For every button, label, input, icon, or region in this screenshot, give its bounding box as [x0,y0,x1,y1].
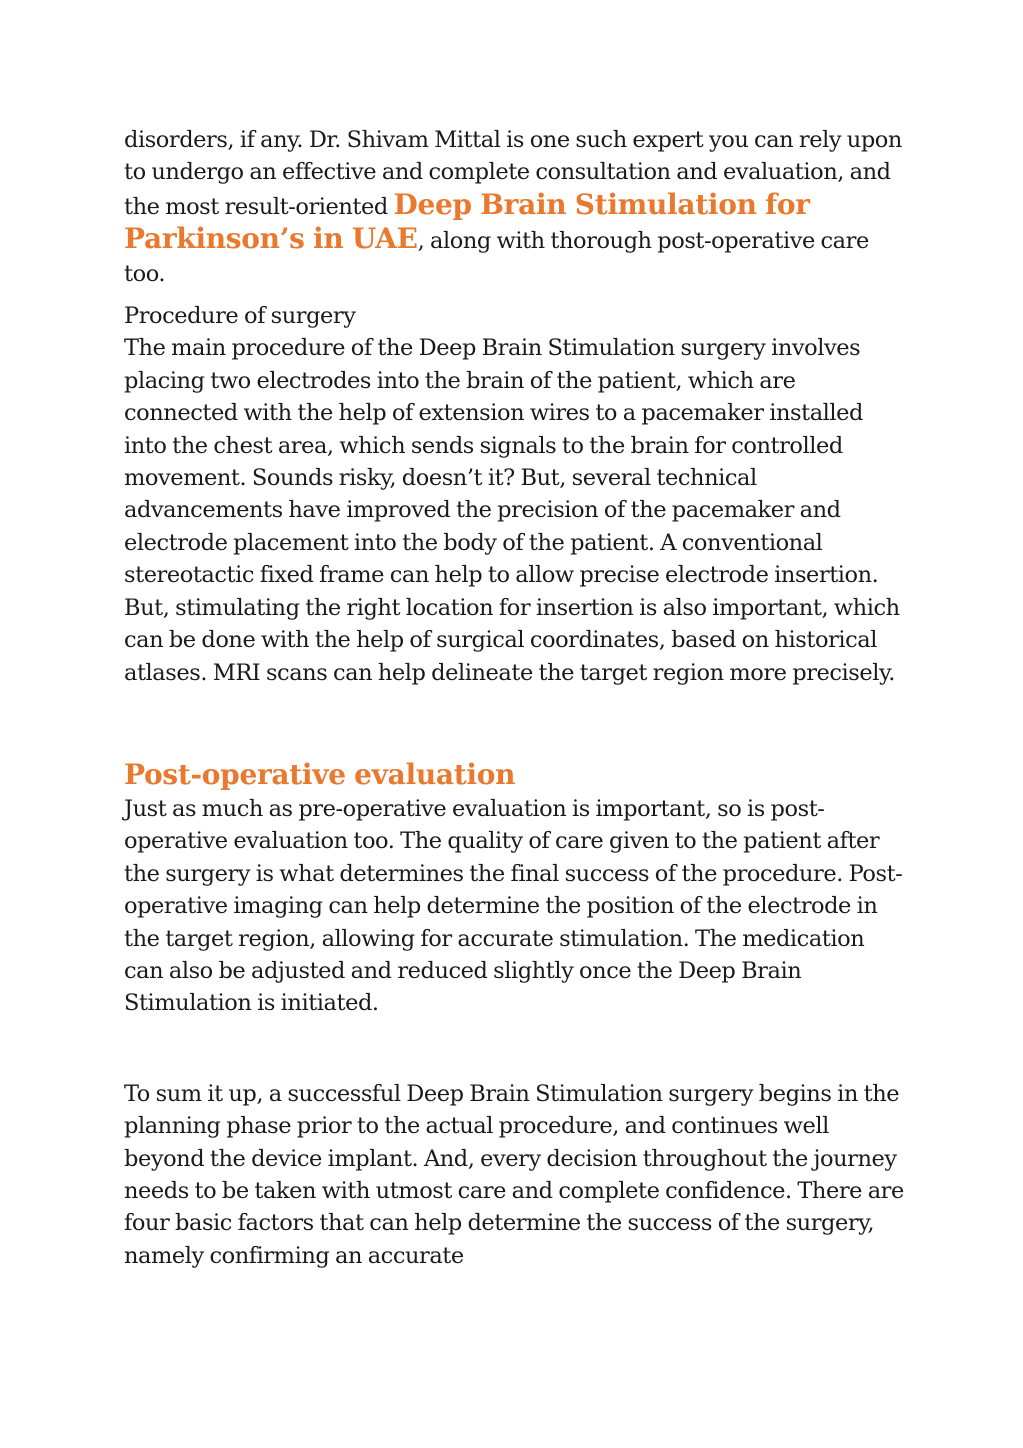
dbs-parkinsons-link[interactable]: Deep Brain Stimulation for Parkinson’s in UAE [124,187,810,256]
document-body [124,124,904,1272]
intro-text-end: , along with thorough post-operative care too. [124,228,869,287]
summary-paragraph: To sum it up, a successful Deep Brain Stimulation surgery begins in the planning phase prior to the actual procedure, and continues well beyond the device implant. And, every decision throughout the journey needs to be taken with utmost care and complete confidence. There are four basic factors that can help determine the success of the surgery, namely confirming an accurate [124,1080,904,1269]
intro-text: disorders, if any. Dr. Shivam Mittal is one such expert you can rely upon to undergo an effective and complete consultation and evaluation, and the most result-oriented [124,127,902,220]
intro-paragraph [124,124,904,290]
procedure-paragraph: The main procedure of the Deep Brain Stimulation surgery involves placing two electrodes into the brain of the patient, which are connected with the help of extension wires to a pacemaker installed into the chest area, which sends signals to the brain for controlled movement. Sounds risky, doesn’t it? But, several technical advancements have improved the precision of the pacemaker and electrode placement into the body of the patient. A conventional stereotactic fixed frame can help to allow precise electrode insertion. But, stimulating the right location for insertion is also important, which can be done with the help of surgical coordinates, based on historical atlases. MRI scans can help delineate the target region more precisely. [124,335,900,686]
post-operative-heading: Post-operative evaluation [124,757,516,791]
procedure-label: Procedure of surgery [124,303,356,330]
post-operative-paragraph: Just as much as pre-operative evaluation is important, so is post-operative evaluation too. The quality of care given to the patient after the surgery is what determines the final success of the procedure. Post-operative imaging can help determine the position of the electrode in the target region, allowing for accurate stimulation. The medication can also be adjusted and reduced slightly once the Deep Brain Stimulation is initiated. [124,795,903,1017]
